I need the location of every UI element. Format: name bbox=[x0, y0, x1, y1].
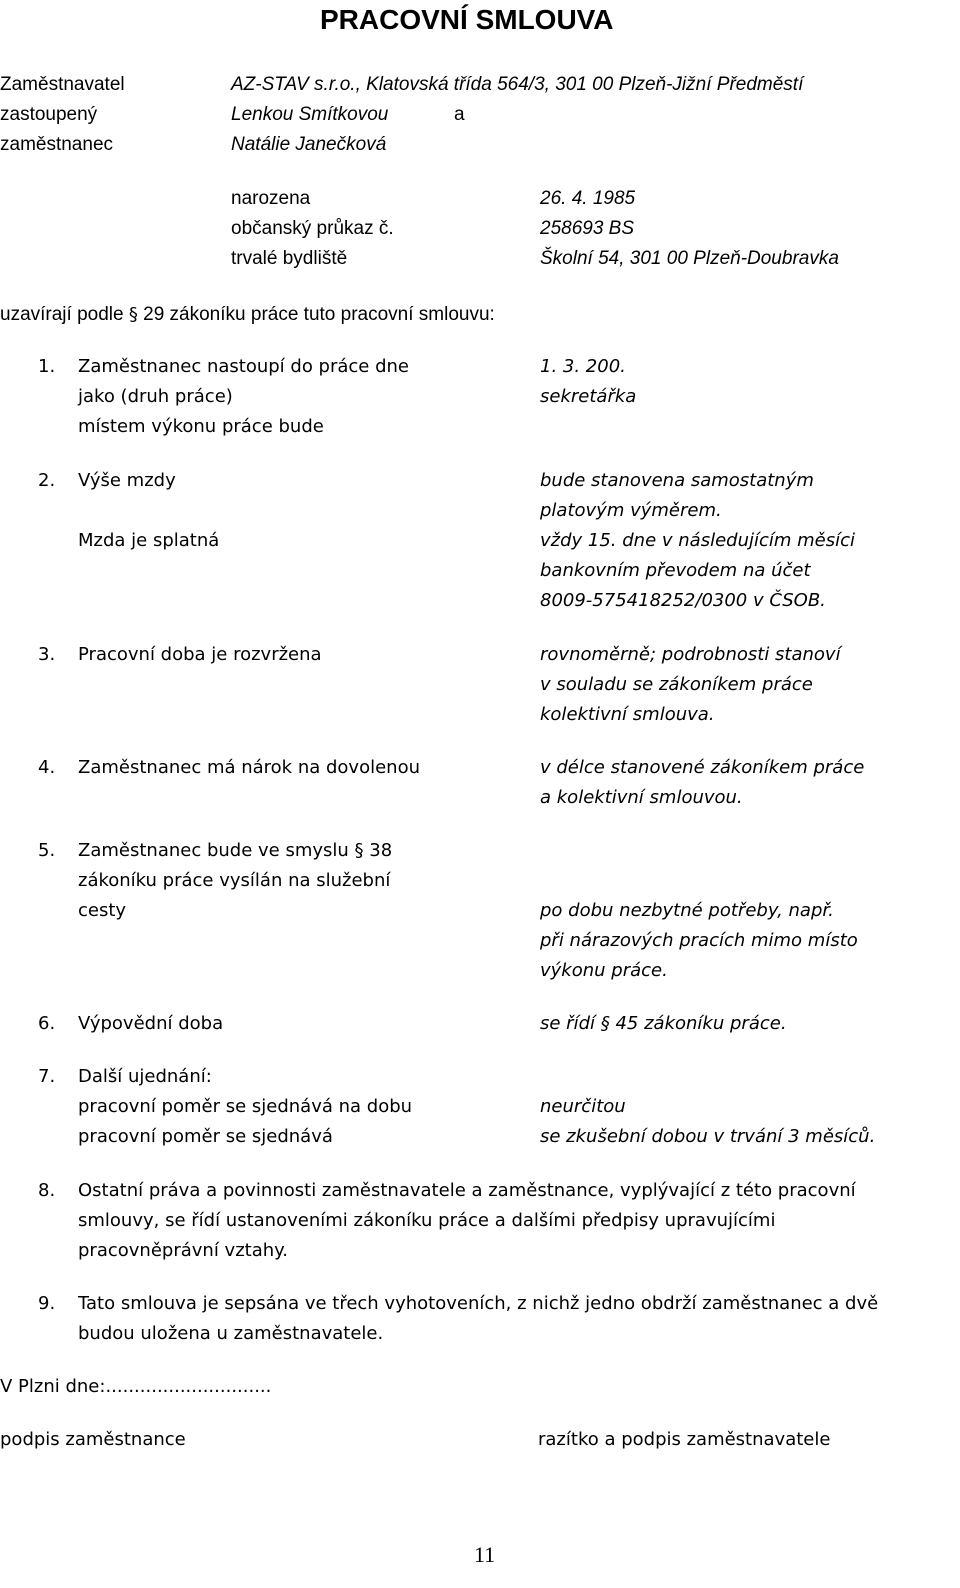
item-2-payable-label: Mzda je splatná bbox=[78, 530, 220, 551]
intro-text-before: uzavírají podle bbox=[0, 304, 124, 325]
conjunction: a bbox=[454, 104, 465, 125]
employer-label: Zaměstnavatel bbox=[0, 74, 125, 95]
item-2-number: 2. bbox=[38, 470, 56, 491]
item-3-value-line-1: rovnoměrně; podrobnosti stanoví bbox=[540, 644, 841, 665]
item-5-value-line-3: výkonu práce. bbox=[540, 960, 668, 981]
place-and-date: V Plzni dne:............................. bbox=[0, 1376, 272, 1397]
employer-signature-label: razítko a podpis zaměstnavatele bbox=[538, 1429, 831, 1450]
item-6-value bbox=[540, 1009, 787, 1039]
born-value: 26. 4. 1985 bbox=[540, 188, 636, 209]
section-sign-icon: § bbox=[600, 1013, 610, 1034]
page-number: 11 bbox=[474, 1542, 496, 1567]
item-5-section-number: 38 bbox=[369, 840, 393, 861]
item-5-value-line-2: při nárazových pracích mimo místo bbox=[540, 930, 858, 951]
item-1-start-label: Zaměstnanec nastoupí do práce dne bbox=[78, 356, 410, 377]
item-2-wage-label: Výše mzdy bbox=[78, 470, 176, 491]
item-7-probation-value: se zkušební dobou v trvání 3 měsíců. bbox=[540, 1126, 876, 1147]
id-card-value: 258693 BS bbox=[540, 218, 635, 239]
item-2-value-line-4: bankovním převodem na účet bbox=[540, 560, 811, 581]
item-5-label-line-3: cesty bbox=[78, 900, 127, 921]
item-5-number: 5. bbox=[38, 840, 56, 861]
born-label: narozena bbox=[231, 188, 311, 209]
item-1-number: 1. bbox=[38, 356, 56, 377]
item-6-number: 6. bbox=[38, 1013, 56, 1034]
item-7-heading: Další ujednání: bbox=[78, 1066, 212, 1087]
item-5-label-line-2: zákoníku práce vysílán na služební bbox=[78, 870, 391, 891]
item-8-line-2: smlouvy, se řídí ustanoveními zákoníku práce a dalšími předpisy upravujícími bbox=[78, 1210, 776, 1231]
item-1-job-label: jako (druh práce) bbox=[78, 386, 233, 407]
item-9-line-2: budou uložena u zaměstnavatele. bbox=[78, 1323, 384, 1344]
item-9-number: 9. bbox=[38, 1293, 56, 1314]
item-2-value-line-3: vždy 15. dne v následujícím měsíci bbox=[540, 530, 856, 551]
item-2-value-line-1: bude stanovena samostatným bbox=[540, 470, 814, 491]
section-sign-icon: § bbox=[354, 840, 364, 861]
item-1-place-label: místem výkonu práce bude bbox=[78, 416, 324, 437]
represented-label: zastoupený bbox=[0, 104, 98, 125]
item-6-label: Výpovědní doba bbox=[78, 1013, 224, 1034]
item-4-value-line-1: v délce stanovené zákoníkem práce bbox=[540, 757, 865, 778]
section-sign-icon: § bbox=[128, 304, 138, 325]
item-2-value-line-2: platovým výměrem. bbox=[540, 500, 722, 521]
residence-value: Školní 54, 301 00 Plzeň-Doubravka bbox=[540, 248, 839, 269]
employee-signature-label: podpis zaměstnance bbox=[0, 1429, 186, 1450]
item-6-value-law: 45 zákoníku práce. bbox=[615, 1013, 787, 1034]
item-1-job-value: sekretářka bbox=[540, 386, 637, 407]
item-8-number: 8. bbox=[38, 1180, 56, 1201]
item-7-term-value: neurčitou bbox=[540, 1096, 626, 1117]
item-8-line-3: pracovněprávní vztahy. bbox=[78, 1240, 288, 1261]
intro-text-after: 29 zákoníku práce tuto pracovní smlouvu: bbox=[143, 304, 495, 325]
document-title: PRACOVNÍ SMLOUVA bbox=[320, 4, 614, 35]
represented-value: Lenkou Smítkovou bbox=[231, 104, 389, 125]
item-3-value-line-2: v souladu se zákoníkem práce bbox=[540, 674, 813, 695]
item-4-label: Zaměstnanec má nárok na dovolenou bbox=[78, 757, 420, 778]
item-6-value-text: se řídí bbox=[540, 1013, 596, 1034]
item-5-label-line-1 bbox=[78, 836, 392, 866]
employee-value: Natálie Janečková bbox=[231, 134, 387, 155]
employee-label: zaměstnanec bbox=[0, 134, 114, 155]
item-1-start-value: 1. 3. 200. bbox=[540, 356, 626, 377]
item-3-number: 3. bbox=[38, 644, 56, 665]
item-5-value-line-1: po dobu nezbytné potřeby, např. bbox=[540, 900, 834, 921]
item-7-number: 7. bbox=[38, 1066, 56, 1087]
item-8-line-1: Ostatní práva a povinnosti zaměstnavatele a zaměstnance, vyplývající z této pracovní bbox=[78, 1180, 856, 1201]
item-7-probation-label: pracovní poměr se sjednává bbox=[78, 1126, 333, 1147]
item-7-term-label: pracovní poměr se sjednává na dobu bbox=[78, 1096, 413, 1117]
id-card-label: občanský průkaz č. bbox=[231, 218, 394, 239]
item-3-label: Pracovní doba je rozvržena bbox=[78, 644, 322, 665]
residence-label: trvalé bydliště bbox=[231, 248, 348, 269]
intro-line bbox=[0, 300, 495, 330]
item-4-number: 4. bbox=[38, 757, 56, 778]
item-5-text: Zaměstnanec bude ve smyslu bbox=[78, 840, 349, 861]
item-2-account-number: 8009-575418252/0300 v ČSOB. bbox=[540, 590, 826, 611]
item-9-line-1: Tato smlouva je sepsána ve třech vyhotoveních, z nichž jedno obdrží zaměstnanec a dvě bbox=[78, 1293, 879, 1314]
employer-value: AZ-STAV s.r.o., Klatovská třída 564/3, 301 00 Plzeň-Jižní Předměstí bbox=[231, 74, 804, 95]
item-4-value-line-2: a kolektivní smlouvou. bbox=[540, 787, 743, 808]
item-3-value-line-3: kolektivní smlouva. bbox=[540, 704, 715, 725]
